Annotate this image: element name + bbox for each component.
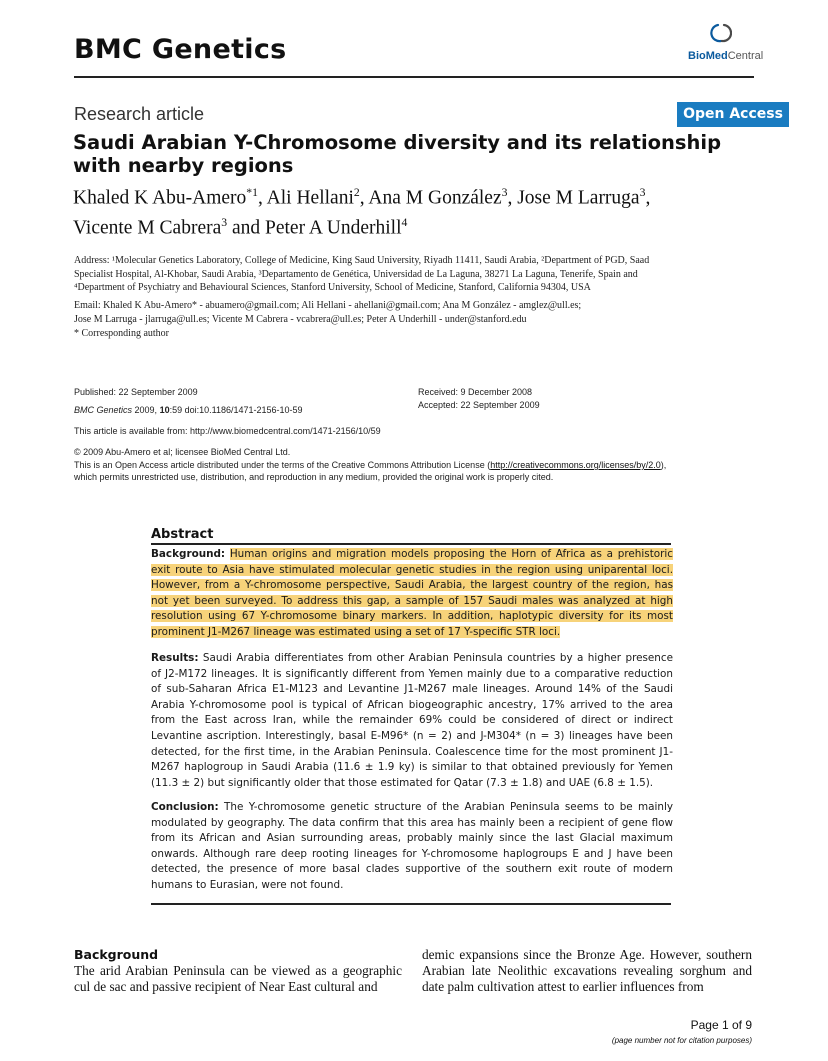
author-separator: and	[227, 217, 266, 238]
author-list	[73, 181, 763, 240]
section-heading-background: Background	[74, 947, 159, 962]
abstract-conclusion	[151, 800, 673, 894]
body-column-right: demic expansions since the Bronze Age. However, southern Arabian late Neolithic excavations revealing sorghum and date palm cultivation attest to earlier influences from	[422, 947, 752, 994]
citation-year: 2009,	[132, 405, 160, 415]
author-separator: ,	[359, 187, 369, 209]
open-access-badge: Open Access	[677, 102, 789, 127]
author-name: Ana M González	[368, 187, 502, 209]
body-column-left: The arid Arabian Peninsula can be viewed as a geographic cul de sac and passive recipient of Near East cultural and	[74, 963, 402, 994]
license-text-end: ),	[660, 460, 667, 470]
logo-wordmark-light: Central	[727, 50, 764, 62]
author-affiliation-mark: *1	[246, 186, 258, 199]
abstract-heading: Abstract	[151, 527, 214, 542]
background-label: Background:	[151, 548, 226, 560]
header-divider	[74, 76, 754, 78]
author-separator: ,	[507, 187, 518, 209]
article-title: Saudi Arabian Y-Chromosome diversity and its relationship with nearby regions	[73, 131, 722, 177]
citation-volume: 10	[159, 405, 170, 415]
biomed-swirl-icon	[710, 22, 732, 44]
affiliation-line: Specialist Hospital, Al-Khobar, Saudi Arabia, ³Departamento de Genética, Universidad de La Laguna, 38271 La Laguna, Tenerife, Spain and	[74, 268, 638, 280]
logo-wordmark-bold: BioMed	[688, 50, 728, 62]
corresponding-author-note: * Corresponding author	[74, 328, 169, 339]
author-affiliation-mark: 3	[639, 186, 646, 199]
author-name: Khaled K Abu-Amero	[73, 187, 247, 209]
author-name: Vicente M Cabrera	[73, 217, 222, 238]
license-text: This is an Open Access article distributed under the terms of the Creative Commons Attribution License (	[74, 460, 491, 470]
author-name: Jose M Larruga	[517, 187, 640, 209]
license-line-2: which permits unrestricted use, distribution, and reproduction in any medium, provided the original work is properly cited.	[74, 472, 554, 482]
results-label: Results:	[151, 652, 199, 664]
citation-doi: :59 doi:10.1186/1471-2156-10-59	[169, 405, 303, 415]
license-link[interactable]: http://creativecommons.org/licenses/by/2.0	[490, 460, 661, 470]
accepted-date: Accepted: 22 September 2009	[418, 400, 540, 410]
email-line: Jose M Larruga - jlarruga@ull.es; Vicente M Cabrera - vcabrera@ull.es; Peter A Underhill - under@stanford.edu	[74, 313, 527, 325]
author-affiliation-mark: 3	[501, 186, 508, 199]
logo-wordmark	[688, 50, 763, 62]
affiliations	[74, 254, 764, 295]
affiliation-line: ⁴Department of Psychiatry and Behavioural Sciences, Stanford University, School of Medicine, Stanford, California 94304, USA	[74, 282, 591, 293]
abstract-top-rule	[151, 543, 671, 545]
article-url: This article is available from: http://www.biomedcentral.com/1471-2156/10/59	[74, 426, 381, 436]
author-affiliation-mark: 3	[221, 215, 228, 229]
highlighted-background-text[interactable]: Human origins and migration models proposing the Horn of Africa as a prehistoric exit route to Asia have stimulated molecular genetic studies in the region using uniparental loci. However, from a Y-chromosome perspective, Saudi Arabia, the largest country of the region, has not yet been surveyed. To address this gap, a sample of 157 Saudi males was analyzed at high resolution using 67 Y-chromosome binary markers. In addition, haplotypic diversity for its most prominent J1-M267 lineage was estimated using a set of 17 Y-specific STR loci.	[151, 548, 673, 638]
author-affiliation-mark: 4	[401, 215, 408, 229]
abstract-background	[151, 547, 673, 641]
page-number: Page 1 of 9	[690, 1018, 752, 1032]
conclusion-text: The Y-chromosome genetic structure of the Arabian Peninsula seems to be mainly modulated by geography. The data confirm that this area has mainly been a recipient of gene flow from its African and Asian surrounding areas, probably mainly since the last Glacial maximum onwards. Although rare deep rooting lineages for Y-chromosome haplogroups E and J have been detected, the presence of more basal clades supportive of the southern exit route of modern humans to Eurasian, were not found.	[151, 801, 673, 891]
journal-title: BMC Genetics	[74, 34, 287, 65]
author-name: Ali Hellani	[266, 187, 354, 209]
citation-line	[74, 404, 303, 417]
citation-journal: BMC Genetics	[74, 405, 133, 415]
author-name: Peter A Underhill	[265, 217, 402, 238]
author-separator: ,	[257, 187, 267, 209]
author-affiliation-mark: 2	[353, 186, 360, 199]
conclusion-label: Conclusion:	[151, 801, 219, 813]
copyright-line: © 2009 Abu-Amero et al; licensee BioMed Central Ltd.	[74, 447, 291, 457]
published-date: Published: 22 September 2009	[74, 387, 198, 397]
email-line: Email: Khaled K Abu-Amero* - abuamero@gmail.com; Ali Hellani - ahellani@gmail.com; Ana M González - amglez@ull.es;	[74, 300, 582, 311]
biomed-central-logo	[686, 22, 764, 68]
author-separator: ,	[645, 187, 651, 209]
affiliation-line: Address: ¹Molecular Genetics Laboratory, College of Medicine, King Saud University, Riyadh 11411, Saudi Arabia, ²Department of PGD, Saad	[74, 255, 650, 266]
results-text: Saudi Arabia differentiates from other Arabian Peninsula countries by a higher presence of J2-M172 lineages. It is significantly different from Yemen mainly due to a comparative reduction of sub-Saharan Africa E1-M123 and Levantine J1-M267 male lineages. Around 14% of the Saudi Arabia Y-chromosome pool is typical of African biogeographic ancestry, 17% arrived to the area from the East across Iran, while the remainder 69% could be considered of direct or indirect Levantine ascription. Interestingly, basal E-M96* (n = 2) and J-M304* (n = 3) lineages have been detected, for the first time, in the Arabian Peninsula. Coalescence time for the most prominent J1-M267 haplogroup in Saudi Arabia (11.6 ± 1.9 ky) is similar to that obtained previously for Yemen (11.3 ± 2) but significantly older that those estimated for Qatar (7.3 ± 1.8) and UAE (6.8 ± 1.5).	[151, 652, 673, 789]
received-date: Received: 9 December 2008	[418, 387, 533, 397]
abstract-bottom-rule	[151, 903, 671, 905]
page-number-note: (page number not for citation purposes)	[611, 1036, 752, 1045]
article-type: Research article	[74, 104, 205, 124]
abstract-results	[151, 651, 673, 791]
author-emails	[74, 299, 764, 326]
